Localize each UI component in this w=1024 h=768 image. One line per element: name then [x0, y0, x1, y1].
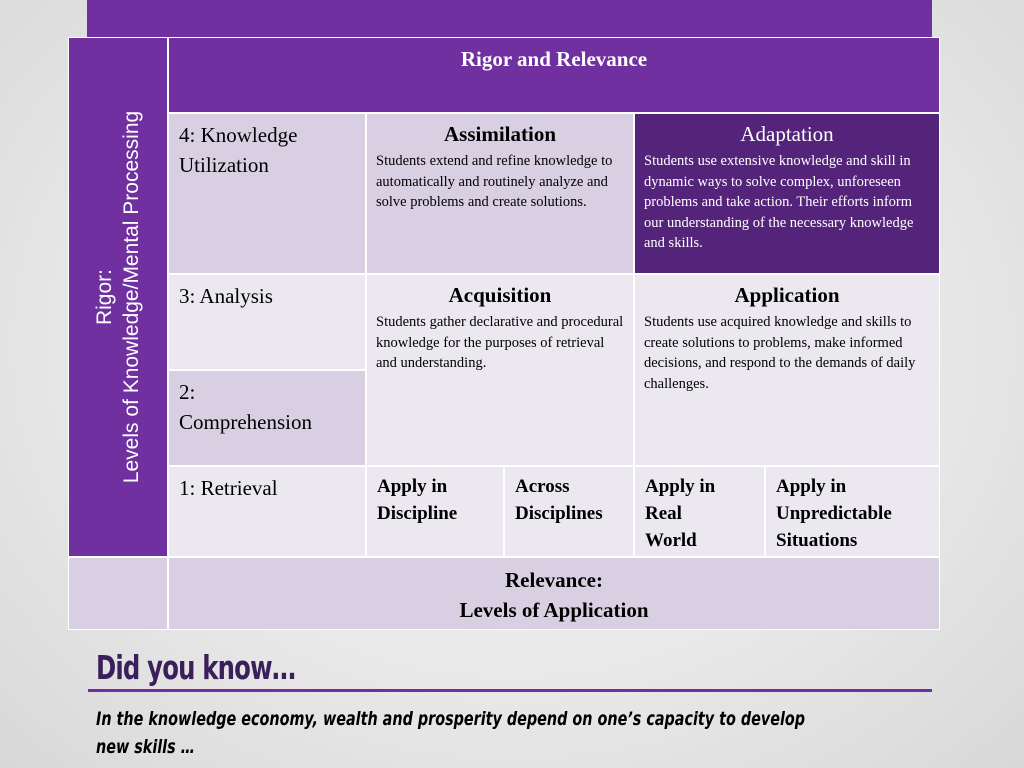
acquisition-title: Acquisition	[448, 283, 552, 307]
relevance-axis-label	[168, 557, 940, 630]
acquisition-description: Students gather declarative and procedural knowledge for the purposes of retrieval and understanding.	[376, 314, 624, 371]
top-accent-bar	[87, 0, 932, 37]
level-4-label-line1: 4: Knowledge	[179, 123, 298, 147]
level-3-cell	[168, 274, 366, 370]
application-level-1-line2: Discipline	[377, 503, 458, 524]
level-1-label: 1: Retrieval	[179, 476, 278, 500]
quadrant-application	[634, 274, 940, 466]
assimilation-title: Assimilation	[443, 122, 556, 146]
application-level-3	[634, 466, 765, 557]
adaptation-title: Adaptation	[740, 122, 834, 146]
application-level-4-line3: Situations	[776, 530, 858, 551]
rigor-axis-label	[68, 37, 168, 557]
rigor-axis-title: Rigor:	[93, 268, 116, 326]
rigor-axis-subtitle: Levels of Knowledge/Mental Processing	[120, 110, 143, 484]
framework-title: Rigor and Relevance	[460, 47, 648, 71]
slide-subtitle-line1: In the knowledge economy, wealth and prosperity depend on one’s capacity to develop	[96, 708, 806, 730]
level-2-label-line1: 2:	[179, 380, 196, 404]
slide-subtitle-line2: new skills …	[96, 736, 195, 758]
application-level-2	[504, 466, 634, 557]
application-level-2-line2: Disciplines	[515, 503, 603, 524]
application-level-3-line2: Real	[645, 503, 682, 524]
quadrant-assimilation	[366, 113, 634, 274]
level-1-cell	[168, 466, 366, 557]
application-level-1-line1: Apply in	[377, 476, 448, 497]
application-description: Students use acquired knowledge and skills to create solutions to problems, make informed decisions, and respond to the demands of daily challenges.	[644, 314, 916, 392]
quadrant-acquisition	[366, 274, 634, 466]
level-3-label: 3: Analysis	[179, 284, 273, 308]
slide-title: Did you know…	[96, 648, 296, 687]
relevance-axis-subtitle: Levels of Application	[459, 598, 649, 622]
rigor-relevance-framework	[68, 37, 940, 630]
level-4-cell	[168, 113, 366, 274]
blank-corner-cell	[68, 557, 168, 630]
assimilation-description: Students extend and refine knowledge to automatically and routinely analyze and solve problems and create solutions.	[376, 153, 613, 210]
level-2-cell	[168, 370, 366, 466]
level-2-label-line2: Comprehension	[179, 410, 312, 434]
application-level-4-line1: Apply in	[776, 476, 847, 497]
application-level-4-line2: Unpredictable	[776, 503, 892, 524]
relevance-axis-title: Relevance:	[505, 568, 603, 592]
application-level-2-line1: Across	[515, 476, 570, 497]
application-level-4	[765, 466, 940, 557]
slide-subtitle	[96, 705, 902, 761]
application-level-1	[366, 466, 504, 557]
application-level-3-line3: World	[645, 530, 697, 551]
quadrant-adaptation	[634, 113, 940, 274]
application-level-3-line1: Apply in	[645, 476, 716, 497]
title-underline	[88, 689, 932, 692]
adaptation-description: Students use extensive knowledge and skill in dynamic ways to solve complex, unforeseen problems and take action. Their efforts inform our understanding of the necessary knowledge and skills.	[644, 153, 914, 251]
level-4-label-line2: Utilization	[179, 153, 269, 177]
application-title: Application	[734, 283, 840, 307]
framework-header	[168, 37, 940, 113]
